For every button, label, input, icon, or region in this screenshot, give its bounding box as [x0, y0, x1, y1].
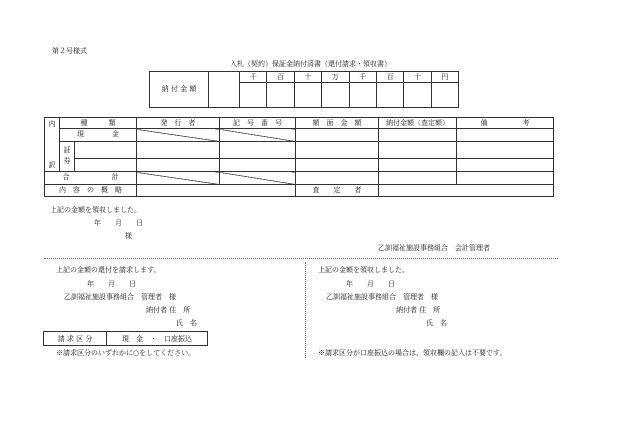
receipt-issuer: 乙訓福祉施設事務組合 会計管理者	[378, 244, 490, 252]
claim-category-label: 請 求 区 分	[44, 332, 107, 345]
left-note: ※請求区分のいずれかに○をしてください。	[56, 349, 196, 357]
payer-name-label: 氏 名	[176, 319, 197, 327]
cash-issuer-slash	[137, 129, 220, 141]
row-cash: 現 金	[60, 129, 137, 141]
col-type: 種 類	[60, 118, 137, 129]
total-code-slash	[220, 172, 296, 184]
payment-amount-table	[149, 71, 459, 108]
total-issuer-slash	[137, 172, 220, 184]
cash-code-slash	[220, 129, 296, 141]
refund-request-text: 上記の金額の還付を請求します。	[56, 266, 161, 274]
right-payer-address: 納付者 住 所	[396, 306, 441, 314]
col-code: 記 号 番 号	[220, 118, 296, 129]
unit-thousand-2: 千	[349, 72, 376, 83]
right-addressee: 乙訓福祉施設事務組合 管理者 様	[326, 293, 438, 301]
row-summary: 内 容 の 概 略	[45, 184, 137, 196]
refund-addressee: 乙訓福祉施設事務組合 管理者 様	[64, 293, 176, 301]
breakdown-table	[44, 117, 554, 197]
right-note: ※請求区分が口座振込の場合は、領収欄の記入は不要です。	[318, 349, 507, 357]
right-payer-name: 氏 名	[426, 319, 447, 327]
unit-hundred-2: 百	[376, 72, 403, 83]
document-title: 入札（契約）保証金納付済書（還付請求・領収書）	[230, 60, 391, 68]
receipt-date: 年 月 日	[94, 219, 143, 227]
col-remarks: 備 考	[457, 118, 554, 129]
unit-ten: 十	[294, 72, 321, 83]
unit-hundred: 百	[267, 72, 294, 83]
payer-address-label: 納付者 住 所	[146, 306, 191, 314]
form-number: 第２号様式	[52, 47, 87, 55]
right-receipt-text: 上記の金額を領収しました。	[318, 266, 409, 274]
right-date: 年 月 日	[346, 280, 395, 288]
side-label-top: 内	[48, 119, 56, 128]
col-issuer: 発 行 者	[137, 118, 220, 129]
row-assessor: 査 定 者	[296, 184, 379, 196]
claim-category-box	[43, 331, 208, 346]
side-label-bottom: 訳	[48, 160, 56, 169]
receipt-addressee: 様	[125, 232, 132, 240]
row-securities-1: 証	[63, 146, 71, 155]
row-securities-2: 券	[63, 157, 71, 166]
horizontal-divider	[44, 258, 558, 259]
payment-amount-label: 納 付 金 額	[150, 72, 209, 108]
receipt-text: 上記の金額を領収しました。	[50, 206, 141, 214]
claim-category-value[interactable]: 現 金 ・ 口座振込	[122, 334, 192, 343]
col-paid-amount: 納付金額（査定額）	[379, 118, 457, 129]
unit-ten-2: 十	[404, 72, 431, 83]
col-face-amount: 額 面 金 額	[296, 118, 379, 129]
vertical-divider	[305, 262, 306, 358]
unit-man: 万	[322, 72, 349, 83]
unit-yen: 円	[431, 72, 458, 83]
unit-thousand: 千	[240, 72, 267, 83]
row-total: 合 計	[45, 172, 137, 184]
refund-date: 年 月 日	[87, 280, 136, 288]
